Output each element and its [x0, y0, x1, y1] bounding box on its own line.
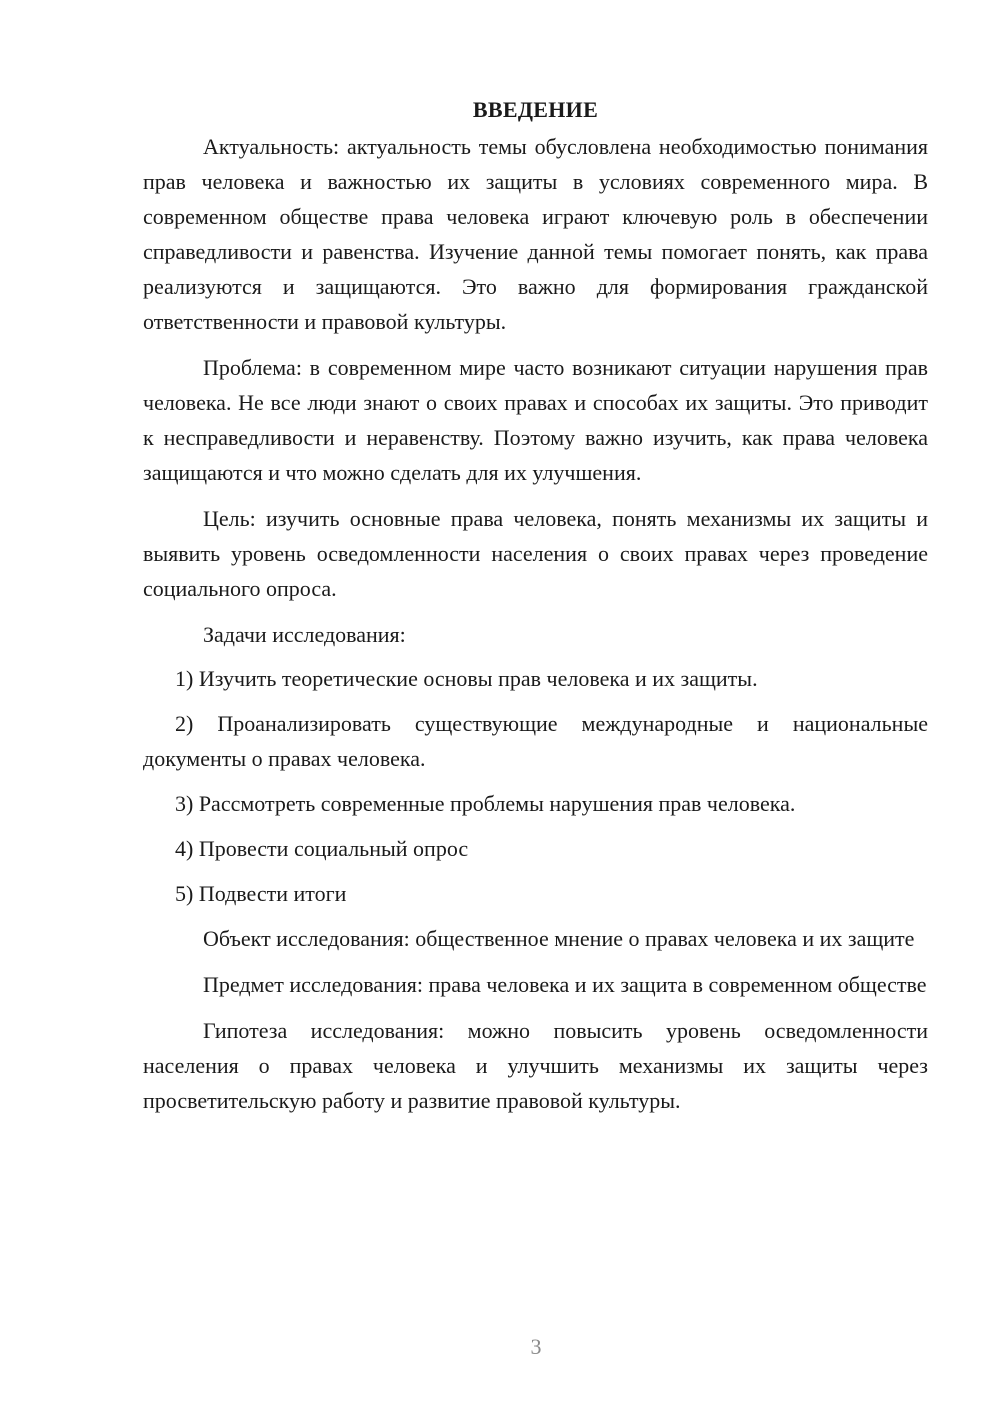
paragraph-subject: Предмет исследования: права человека и их защита в современном обществе [203, 972, 927, 997]
task-item-5: 5) Подвести итоги [175, 881, 347, 906]
paragraph-goal: Цель: изучить основные права человека, понять механизмы их защиты и выявить уровень осведомленности населения о своих правах через проведение социального опроса. [143, 506, 928, 601]
paragraph-tasks-heading: Задачи исследования: [203, 622, 406, 647]
paragraph-problem: Проблема: в современном мире часто возникают ситуации нарушения прав человека. Не все люди знают о своих правах и способах их защиты. Это приводит к несправедливости и неравенству. Поэтому важно изучить, как права человека защищаются и что можно сделать для их улучшения. [143, 355, 928, 485]
task-item-3: 3) Рассмотреть современные проблемы нарушения прав человека. [175, 791, 796, 816]
task-item-4: 4) Провести социальный опрос [175, 836, 469, 861]
paragraph-hypothesis: Гипотеза исследования: можно повысить уровень осведомленности населения о правах человека и улучшить механизмы их защиты через просветительскую работу и развитие правовой культуры. [143, 1018, 928, 1113]
task-item-2: 2) Проанализировать существующие международные и национальные документы о правах человека. [143, 711, 928, 771]
paragraph-relevance: Актуальность: актуальность темы обусловлена необходимостью понимания прав человека и важностью их защиты в условиях современного мира. В современном обществе права человека играют ключевую роль в обеспечении справедливости и равенства. Изучение данной темы помогает понять, как права реализуются и защищаются. Это важно для формирования гражданской ответственности и правовой культуры. [143, 134, 928, 334]
page-content [143, 92, 928, 1129]
section-title: ВВЕДЕНИЕ [472, 97, 599, 122]
paragraph-object: Объект исследования: общественное мнение о правах человека и их защите [203, 926, 915, 951]
task-item-1: 1) Изучить теоретические основы прав человека и их защиты. [175, 666, 758, 691]
page-number: 3 [530, 1334, 542, 1359]
